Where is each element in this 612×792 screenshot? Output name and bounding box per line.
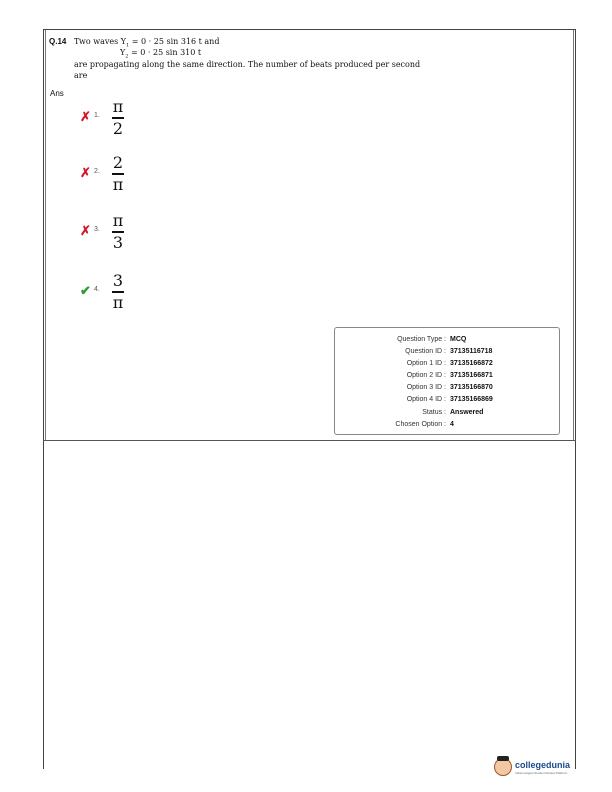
wave-2-label: Y xyxy=(120,48,126,57)
option-4 xyxy=(80,271,150,334)
check-icon: ✔ xyxy=(80,283,91,298)
info-value: 37135166872 xyxy=(450,360,493,367)
option-fraction xyxy=(110,212,126,252)
question-line-1 xyxy=(74,37,219,49)
info-row-option-3-id xyxy=(335,382,561,393)
option-index: 4. xyxy=(94,286,100,293)
logo-tagline: India's largest Student Review Platform xyxy=(515,771,568,775)
option-index: 2. xyxy=(94,168,100,175)
option-fraction xyxy=(110,154,126,194)
question-info-panel xyxy=(334,327,560,435)
mascot-icon xyxy=(494,758,512,776)
wave-1-subscript: 1 xyxy=(126,42,130,49)
option-2 xyxy=(80,153,150,216)
info-value: MCQ xyxy=(450,336,467,343)
answer-label: Ans xyxy=(50,89,64,98)
question-line-3: are propagating along the same direction. The number of beats produced per second xyxy=(74,60,421,69)
info-row-chosen-option xyxy=(335,419,561,430)
option-numerator: π xyxy=(112,97,124,116)
info-value: Answered xyxy=(450,409,484,416)
info-value: 37135166871 xyxy=(450,372,493,379)
info-key: Option 2 ID : xyxy=(406,372,446,379)
question-box-inner-left xyxy=(45,30,46,440)
info-key: Option 3 ID : xyxy=(406,384,446,391)
info-value: 37135166870 xyxy=(450,384,493,391)
option-index: 3. xyxy=(94,226,100,233)
info-row-option-2-id xyxy=(335,370,561,381)
option-numerator: 3 xyxy=(112,271,124,290)
option-fraction xyxy=(110,272,126,312)
info-value: 37135116718 xyxy=(450,348,493,355)
info-key: Chosen Option : xyxy=(395,421,446,428)
info-key: Question Type : xyxy=(397,336,446,343)
wave-2-subscript: 2 xyxy=(125,53,129,60)
info-key: Option 4 ID : xyxy=(406,396,446,403)
wave-1-equation: = 0 · 25 sin 316 t and xyxy=(131,37,220,46)
question-number: Q.14 xyxy=(49,37,67,46)
info-key: Status : xyxy=(422,409,446,416)
info-row-question-type xyxy=(335,334,561,345)
option-denominator: π xyxy=(112,293,124,312)
info-row-option-4-id xyxy=(335,394,561,405)
cross-icon: ✗ xyxy=(80,165,91,180)
info-row-question-id xyxy=(335,346,561,357)
option-denominator: 2 xyxy=(112,119,124,138)
collegedunia-logo xyxy=(494,758,574,780)
wave-2-equation: = 0 · 25 sin 310 t xyxy=(131,48,202,57)
question-line-2 xyxy=(120,48,201,60)
option-numerator: 2 xyxy=(112,153,124,172)
info-value: 37135166869 xyxy=(450,396,493,403)
cross-icon: ✗ xyxy=(80,109,91,124)
info-key: Option 1 ID : xyxy=(406,360,446,367)
option-index: 1. xyxy=(94,112,100,119)
info-row-option-1-id xyxy=(335,358,561,369)
info-row-status xyxy=(335,407,561,418)
option-fraction xyxy=(110,98,126,138)
option-numerator: π xyxy=(112,211,124,230)
info-value: 4 xyxy=(450,421,454,428)
question-box-inner-right xyxy=(573,30,574,440)
question-line-4: are xyxy=(74,71,88,80)
cross-icon: ✗ xyxy=(80,223,91,238)
logo-name: collegedunia xyxy=(515,760,571,770)
info-key: Question ID : xyxy=(405,348,446,355)
option-3 xyxy=(80,211,150,274)
option-denominator: π xyxy=(112,175,124,194)
option-denominator: 3 xyxy=(112,233,124,252)
wave-1-label: Two waves Y xyxy=(74,37,127,46)
